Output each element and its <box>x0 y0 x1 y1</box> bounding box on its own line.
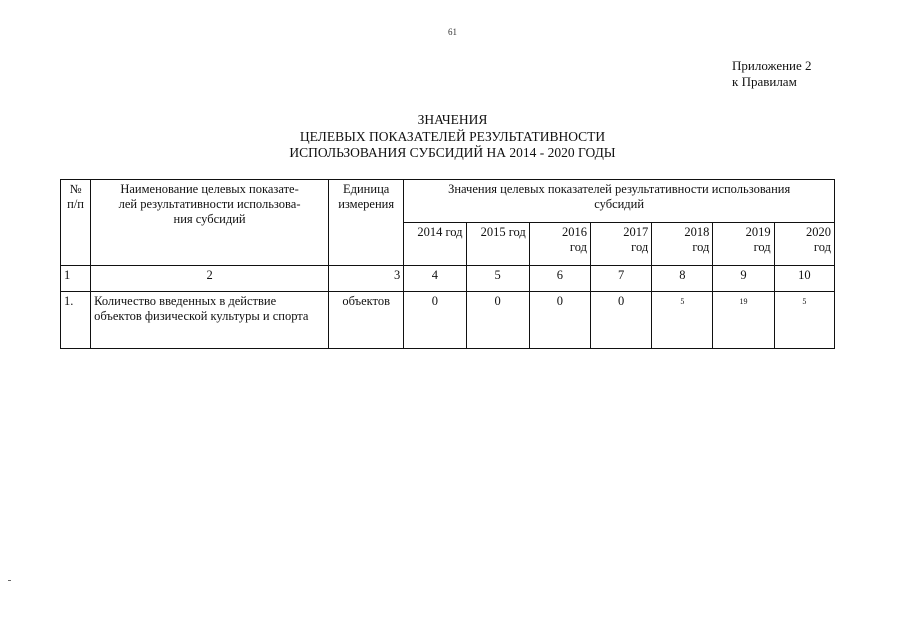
row-value-2014: 0 <box>404 292 466 349</box>
header-unit-line-2: измерения <box>338 197 395 211</box>
year-2020-suffix: год <box>813 240 831 254</box>
scan-mark <box>8 580 11 581</box>
row-name-cell: Количество введенных в действие объектов физической культуры и спорта <box>91 292 329 349</box>
year-2015-cell <box>466 223 529 266</box>
year-2016-cell <box>529 223 590 266</box>
year-2015-label: 2015 год <box>480 225 526 239</box>
row-num-cell: 1. <box>61 292 91 349</box>
column-number-7: 7 <box>590 266 651 292</box>
row-unit-cell: объектов <box>329 292 404 349</box>
year-2020-cell <box>774 223 834 266</box>
header-values-line-2: субсидий <box>594 197 645 211</box>
header-num-line-2: п/п <box>67 197 84 211</box>
appendix-reference <box>732 58 812 90</box>
appendix-line-2: к Правилам <box>732 74 797 89</box>
year-2017-label: 2017 <box>623 225 649 239</box>
column-number-3: 3 <box>329 266 404 292</box>
year-2018-suffix: год <box>692 240 710 254</box>
column-number-1: 1 <box>61 266 91 292</box>
indicators-table <box>60 179 835 349</box>
header-name-cell <box>91 180 329 266</box>
header-row-1 <box>61 180 835 223</box>
column-number-2: 2 <box>91 266 329 292</box>
header-name-line-1: Наименование целевых показате- <box>120 182 299 196</box>
row-value-2019: 19 <box>713 292 774 349</box>
title-line-3: ИСПОЛЬЗОВАНИЯ СУБСИДИЙ НА 2014 - 2020 ГОДЫ <box>289 145 616 160</box>
year-2020-label: 2020 <box>806 225 831 239</box>
row-value-2017: 0 <box>590 292 651 349</box>
year-2016-label: 2016 <box>561 225 587 239</box>
column-number-4: 4 <box>404 266 466 292</box>
year-2018-label: 2018 <box>684 225 710 239</box>
header-num-cell <box>61 180 91 266</box>
column-number-5: 5 <box>466 266 529 292</box>
year-2014-label: 2014 год <box>417 225 463 239</box>
year-2017-cell <box>590 223 651 266</box>
column-number-row <box>61 266 835 292</box>
row-value-2015: 0 <box>466 292 529 349</box>
column-number-10: 10 <box>774 266 834 292</box>
row-value-2016: 0 <box>529 292 590 349</box>
header-name-line-2: лей результативности использова- <box>118 197 301 211</box>
page-number: 61 <box>448 27 457 37</box>
year-2018-cell <box>652 223 713 266</box>
year-2014-cell <box>404 223 466 266</box>
year-2016-suffix: год <box>569 240 587 254</box>
column-number-8: 8 <box>652 266 713 292</box>
table-row <box>61 292 835 349</box>
column-number-9: 9 <box>713 266 774 292</box>
title-line-1: ЗНАЧЕНИЯ <box>417 112 488 127</box>
document-title <box>0 112 905 162</box>
row-value-2020: 5 <box>774 292 834 349</box>
year-2019-cell <box>713 223 774 266</box>
appendix-line-1: Приложение 2 <box>732 58 812 73</box>
year-2019-suffix: год <box>753 240 771 254</box>
header-unit-cell <box>329 180 404 266</box>
title-line-2: ЦЕЛЕВЫХ ПОКАЗАТЕЛЕЙ РЕЗУЛЬТАТИВНОСТИ <box>299 128 606 144</box>
header-num-line-1: № <box>69 182 82 196</box>
column-number-6: 6 <box>529 266 590 292</box>
year-2019-label: 2019 <box>745 225 771 239</box>
row-value-2018: 5 <box>652 292 713 349</box>
header-unit-line-1: Единица <box>343 182 390 196</box>
header-name-line-3: ния субсидий <box>173 212 246 226</box>
year-2017-suffix: год <box>631 240 649 254</box>
header-values-line-1: Значения целевых показателей результативности использования <box>448 182 791 196</box>
header-values-cell <box>404 180 835 223</box>
